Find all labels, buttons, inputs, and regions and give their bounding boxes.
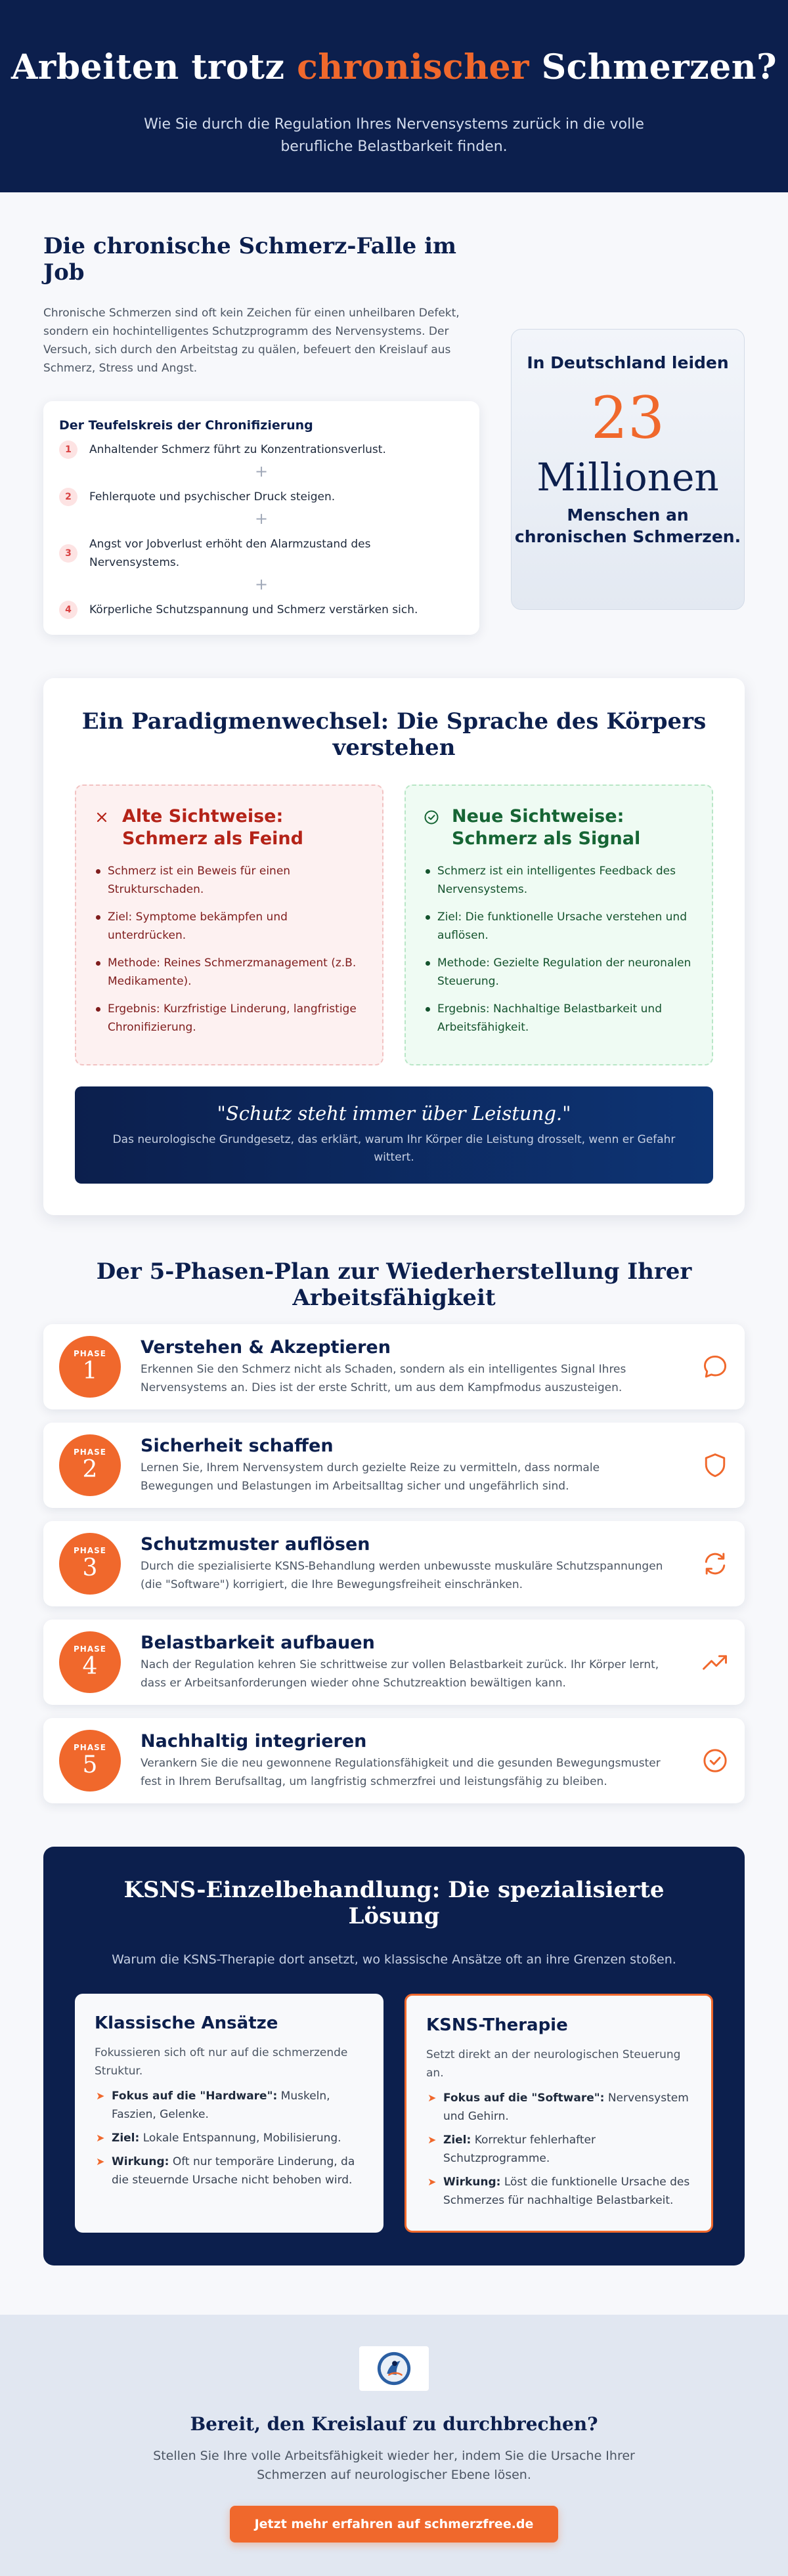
statistic-post: Menschen an chronischen Schmerzen. [514, 505, 741, 546]
phase-title: Belastbarkeit aufbauen [141, 1632, 375, 1653]
list-item: Methode: Gezielte Regulation der neuronalen Steuerung. [423, 954, 695, 991]
phase-number: 4 [82, 1653, 98, 1680]
list-item [426, 2173, 691, 2210]
list-item: Ziel: Die funktionelle Ursache verstehen und auflösen. [423, 908, 695, 945]
phase-text: Erkennen Sie den Schmerz nicht als Schaden, sondern als ein intelligentes Signal Ihres Nervensystems an. Dies ist der erste Schritt, um aus dem Kampfmodus auszusteigen. [141, 1362, 626, 1394]
therapy-list [426, 2089, 691, 2210]
statistic-card [511, 329, 745, 610]
refresh-icon [700, 1549, 730, 1578]
item-label: Wirkung: [443, 2176, 501, 2189]
item-label: Fokus auf die "Hardware": [112, 2090, 278, 2103]
plus-icon: + [254, 509, 269, 528]
phase-number: 3 [82, 1555, 98, 1581]
list-item: Methode: Reines Schmerzmanagement (z.B. Medikamente). [93, 954, 365, 991]
item-text: Muskeln, Faszien, Gelenke. [112, 2090, 330, 2121]
page-title [0, 47, 788, 87]
item-text: Oft nur temporäre Linderung, da die steuernde Ursache nicht behoben wird. [112, 2155, 355, 2187]
phase-label: PHASE [74, 1448, 106, 1457]
item-text: Korrektur fehlerhafter Schutzprogramme. [443, 2134, 596, 2165]
statistic-unit: Millionen [536, 455, 719, 500]
phase-number: 1 [82, 1358, 98, 1385]
arrow-icon: ➤ [427, 2176, 437, 2188]
phase-body [141, 1534, 693, 1594]
new-view-title: Neue Sichtweise: Schmerz als Signal [452, 806, 641, 849]
cycle-step [59, 440, 464, 459]
phase-text: Verankern Sie die neu gewonnene Regulationsfähigkeit und die gesunden Bewegungsmuster fest in Ihrem Berufsalltag, um langfristig schmerzfrei und leistungsfähig zu bleiben. [141, 1756, 661, 1788]
cycle-step [59, 535, 464, 572]
views-comparison [75, 784, 713, 1065]
pain-trap-text [43, 233, 479, 635]
phase-title: Nachhaltig integrieren [141, 1730, 367, 1751]
step-number: 1 [59, 440, 77, 459]
new-view-header [423, 805, 695, 850]
hero-subtitle: Wie Sie durch die Regulation Ihres Nervensystems zurück in die volle berufliche Belastbarkeit finden. [144, 116, 644, 155]
quote-text: "Schutz steht immer über Leistung." [217, 1102, 571, 1125]
phase-number: 5 [82, 1751, 98, 1778]
cycle-step [59, 601, 464, 619]
old-view-title: Alte Sichtweise: Schmerz als Feind [122, 806, 303, 849]
logo [359, 2346, 429, 2391]
list-item [95, 2153, 364, 2189]
phase-body [141, 1337, 693, 1397]
check-circle-icon [700, 1746, 730, 1775]
list-item [95, 2087, 364, 2124]
phase-number: 2 [82, 1456, 98, 1483]
phase-card [43, 1324, 745, 1409]
vicious-cycle-title: Der Teufelskreis der Chronifizierung [59, 418, 313, 433]
new-view-card [405, 784, 713, 1065]
phase-badge [59, 1533, 121, 1595]
list-item [95, 2129, 364, 2147]
phase-label: PHASE [74, 1644, 106, 1654]
arrow-icon: ➤ [96, 2090, 105, 2102]
ksns-comparison [75, 1994, 713, 2233]
phase-text: Durch die spezialisierte KSNS-Behandlung werden unbewusste muskuläre Schutzspannungen (die "Software") korrigiert, die Ihre Bewegungsfreiheit einschränken. [141, 1559, 663, 1591]
logo-icon [375, 2350, 413, 2388]
list-item: Ziel: Symptome bekämpfen und unterdrücken. [93, 908, 365, 945]
pain-trap-intro: Chronische Schmerzen sind oft kein Zeichen für einen unheilbaren Defekt, sondern ein hochintelligentes Schutzprogramm des Nervensystems. Der Versuch, sich durch den Arbeitstag zu quälen, befeuert den Kreislauf aus Schmerz, Stress und Angst. [43, 307, 460, 375]
classic-lead: Fokussieren sich oft nur auf die schmerzende Struktur. [95, 2046, 348, 2078]
phase-title: Schutzmuster auflösen [141, 1534, 370, 1555]
list-item: Ergebnis: Kurzfristige Linderung, langfristige Chronifizierung. [93, 1000, 365, 1037]
vicious-cycle-card [43, 401, 479, 635]
phase-title: Verstehen & Akzeptieren [141, 1337, 391, 1358]
phase-card [43, 1521, 745, 1606]
step-text: Anhaltender Schmerz führt zu Konzentrationsverlust. [89, 443, 386, 456]
step-text: Angst vor Jobverlust erhöht den Alarmzustand des Nervensystems. [89, 538, 371, 569]
plus-icon: + [254, 462, 269, 481]
learn-more-button[interactable]: Jetzt mehr erfahren auf schmerzfree.de [230, 2506, 559, 2543]
list-item: Schmerz ist ein Beweis für einen Strukturschaden. [93, 862, 365, 899]
statistic-pre: In Deutschland leiden [527, 353, 729, 372]
phase-card [43, 1620, 745, 1705]
phase-badge [59, 1631, 121, 1693]
item-label: Fokus auf die "Software": [443, 2092, 605, 2105]
footer-cta-section [0, 2315, 788, 2576]
ksns-section [43, 1847, 745, 2265]
classic-approach-card [75, 1994, 383, 2233]
list-item [426, 2131, 691, 2168]
item-label: Ziel: [112, 2132, 140, 2145]
therapy-lead: Setzt direkt an der neurologischen Steuerung an. [426, 2048, 681, 2080]
list-item [426, 2089, 691, 2126]
item-text: Nervensystem und Gehirn. [443, 2092, 689, 2123]
shield-icon [700, 1451, 730, 1480]
title-part-2: Schmerzen? [529, 47, 777, 87]
phase-badge [59, 1730, 121, 1792]
phase-body [141, 1633, 693, 1692]
title-accent: chronischer [297, 47, 530, 87]
quote-banner [75, 1086, 713, 1184]
hero-header [0, 0, 788, 192]
list-item: Schmerz ist ein intelligentes Feedback des Nervensystems. [423, 862, 695, 899]
item-text: Löst die funktionelle Ursache des Schmerzes für nachhaltige Belastbarkeit. [443, 2176, 690, 2207]
footer-heading: Bereit, den Kreislauf zu durchbrechen? [190, 2413, 598, 2435]
therapy-title: KSNS-Therapie [426, 2015, 568, 2035]
item-label: Ziel: [443, 2134, 471, 2147]
pain-trap-section [43, 192, 745, 635]
close-icon [93, 809, 110, 825]
classic-title: Klassische Ansätze [95, 2013, 278, 2033]
arrow-icon: ➤ [427, 2134, 437, 2146]
chat-bubble-icon [700, 1352, 730, 1381]
item-text: Lokale Entspannung, Mobilisierung. [139, 2132, 341, 2145]
phase-badge [59, 1336, 121, 1398]
paradigm-section [43, 678, 745, 1215]
step-number: 4 [59, 601, 77, 619]
check-circle-icon [423, 809, 440, 825]
title-part-1: Arbeiten trotz [11, 47, 297, 87]
trending-up-icon [700, 1648, 730, 1677]
footer-text: Stellen Sie Ihre volle Arbeitsfähigkeit wieder her, indem Sie die Ursache Ihrer Schmerzen auf neurologischer Ebene lösen. [153, 2449, 635, 2482]
new-view-list [423, 862, 695, 1037]
phase-card [43, 1423, 745, 1508]
phase-label: PHASE [74, 1743, 106, 1752]
step-number: 3 [59, 544, 77, 563]
classic-list [95, 2087, 364, 2189]
arrow-icon: ➤ [427, 2092, 437, 2104]
ksns-heading: KSNS-Einzelbehandlung: Die spezialisierte Lösung [123, 1877, 665, 1929]
phase-title: Sicherheit schaffen [141, 1435, 334, 1456]
item-label: Wirkung: [112, 2155, 169, 2168]
step-text: Körperliche Schutzspannung und Schmerz verstärken sich. [89, 603, 418, 616]
pain-trap-heading: Die chronische Schmerz-Falle im Job [43, 233, 456, 286]
plus-icon: + [254, 575, 269, 593]
step-text: Fehlerquote und psychischer Druck steigen. [89, 490, 336, 504]
old-view-list [93, 862, 365, 1037]
arrow-icon: ➤ [96, 2155, 105, 2168]
phase-body [141, 1731, 693, 1791]
phase-badge [59, 1434, 121, 1496]
phase-card [43, 1718, 745, 1803]
paradigm-heading: Ein Paradigmenwechsel: Die Sprache des Körpers verstehen [81, 708, 707, 761]
ksns-subtitle: Warum die KSNS-Therapie dort ansetzt, wo klassische Ansätze oft an ihre Grenzen stoßen. [112, 1952, 676, 1967]
content [43, 192, 745, 2265]
phase-body [141, 1436, 693, 1495]
list-item: Ergebnis: Nachhaltige Belastbarkeit und Arbeitsfähigkeit. [423, 1000, 695, 1037]
old-view-card [75, 784, 383, 1065]
statistic-number: 23 [591, 384, 665, 452]
cycle-step [59, 488, 464, 506]
phase-label: PHASE [74, 1349, 106, 1358]
phases-heading: Der 5-Phasen-Plan zur Wiederherstellung Ihrer Arbeitsfähigkeit [96, 1258, 692, 1311]
quote-caption: Das neurologische Grundgesetz, das erklärt, warum Ihr Körper die Leistung drosselt, wenn er Gefahr wittert. [112, 1133, 676, 1164]
phase-text: Lernen Sie, Ihrem Nervensystem durch gezielte Reize zu vermitteln, dass normale Bewegungen und Belastungen im Arbeitsalltag sicher und ungefährlich sind. [141, 1461, 600, 1493]
phase-label: PHASE [74, 1546, 106, 1555]
arrow-icon: ➤ [96, 2132, 105, 2144]
step-number: 2 [59, 488, 77, 506]
ksns-therapy-card [405, 1994, 713, 2233]
phase-text: Nach der Regulation kehren Sie schrittweise zur vollen Belastbarkeit zurück. Ihr Körper lernt, dass er Arbeitsanforderungen wieder ohne Schutzreaktion bewältigen kann. [141, 1658, 659, 1690]
old-view-header [93, 805, 365, 850]
